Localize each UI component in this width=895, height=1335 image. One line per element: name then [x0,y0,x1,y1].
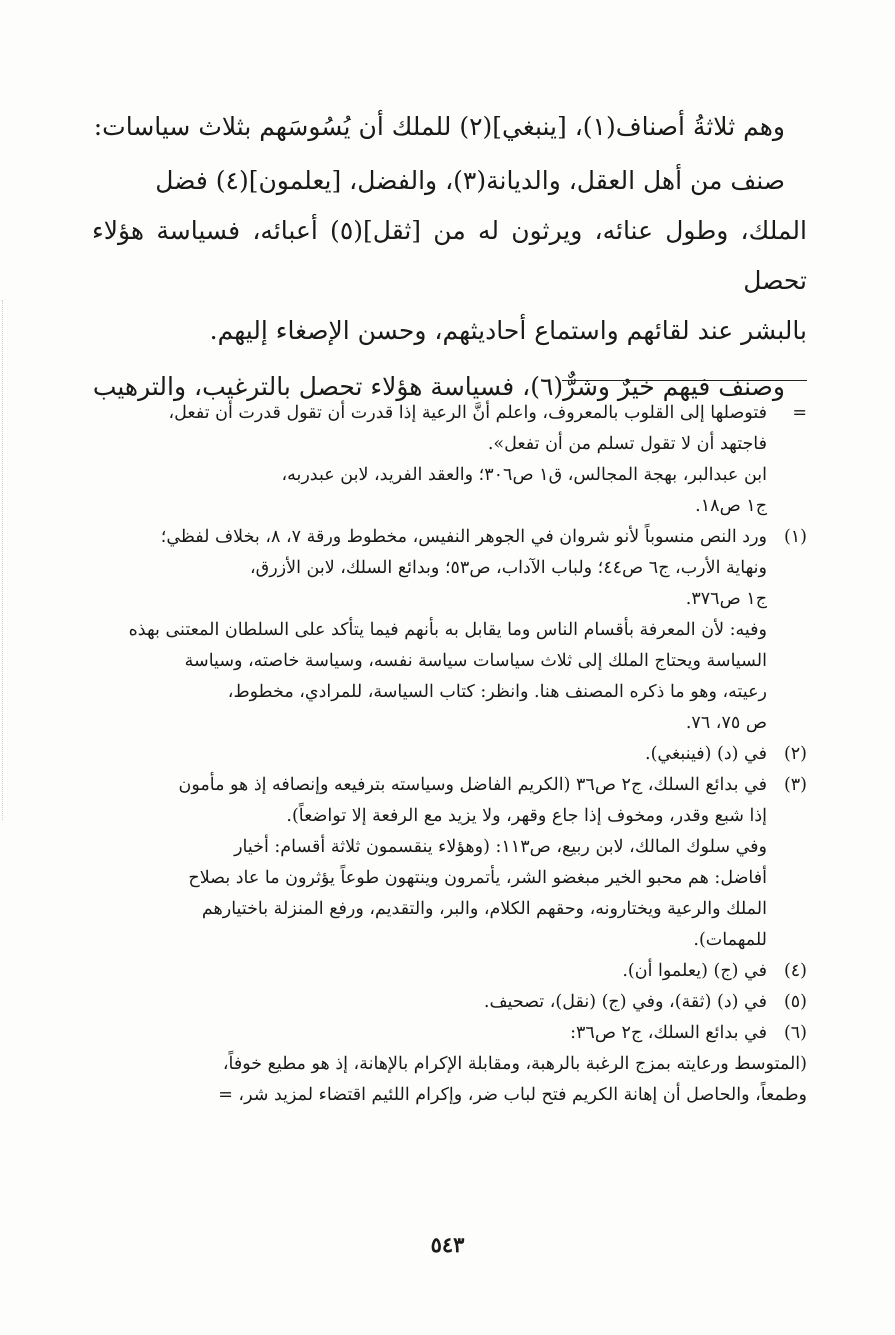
paragraph-2-line-2: الملك، وطول عنائه، ويرثون له من [ثقل](٥) أعبائه، فسياسة هؤلاء تحصل [92,216,807,295]
footnote-line: الملك والرعية ويختارونه، وحقهم الكلام، والبر، والتقديم، ورفع المنزلة باختيارهم [201,899,767,919]
page-number: ٥٤٣ [430,1232,465,1257]
footnote-line: للمهمات). [693,930,767,950]
footnote-marker: (٦) [783,1023,807,1043]
footnotes [90,398,807,1111]
paragraph-2-line-1: صنف من أهل العقل، والديانة(٣)، والفضل، [يعلمون](٤) فضل [155,166,785,195]
footnote-5 [90,987,807,1018]
footnote-line: السياسة ويحتاج الملك إلى ثلاث سياسات سياسة نفسه، وسياسة خاصته، وسياسة [184,651,767,671]
paragraph-3: وصنف فيهم خيرٌ وشرٌّ(٦)، فسياسة هؤلاء تحصل بالترغيب، والترهيب [92,372,785,401]
footnote-line: (المتوسط ورعايته بمزج الرغبة بالرهبة، ومقابلة الإكرام بالإهانة، إذ هو مطيع خوفاً، [222,1054,807,1074]
footnote-marker: (٤) [783,961,807,981]
footnote-line: رعيته، وهو ما ذكره المصنف هنا. وانظر: كتاب السياسة، للمرادي، مخطوط، [227,682,767,702]
footnote-line: في (د) (فينبغي). [645,744,767,764]
footnote-line: فاجتهد أن لا تقول تسلم من أن تفعل». [487,434,767,454]
footnote-line: في بدائع السلك، ج٢ ص٣٦ (الكريم الفاضل وسياسته بترفيعه وإنصافه إذ هو مأمون [178,775,767,795]
footnote-continued [90,398,807,460]
footnote-line: وطمعاً، والحاصل أن إهانة الكريم فتح لباب ضر، وإكرام اللئيم اقتضاء لمزيد شر، = [218,1085,807,1105]
footnote-line: وفي سلوك المالك، لابن ربيع، ص١١٣: (وهؤلاء ينقسمون ثلاثة أقسام: أخيار [234,837,767,857]
footnote-source [90,460,807,522]
footnote-1-continued [90,615,807,739]
footnote-3 [90,770,807,832]
footnote-line: في بدائع السلك، ج٢ ص٣٦: [570,1023,767,1043]
footnote-marker: (١) [783,527,807,547]
footnote-marker: (٣) [783,775,807,795]
footnote-line: في (ج) (يعلموا أن). [622,961,767,981]
footnote-1 [90,522,807,615]
footnote-separator [562,380,807,381]
footnote-3-continued [90,832,807,956]
binding-margin-mark [2,300,4,820]
footnote-line: ج١ ص١٨. [695,496,767,516]
footnote-line: وفيه: لأن المعرفة بأقسام الناس وما يقابل به بأنهم فيما يتأكد على السلطان المعتنى بهذه [128,620,767,640]
footnote-line: أفاضل: هم محبو الخير مبغضو الشر، يأتمرون وينتهون طوعاً يؤثرون ما عاد بصلاح [188,868,767,888]
footnote-marker: (٢) [783,744,807,764]
footnote-line: فتوصلها إلى القلوب بالمعروف، واعلم أنَّ الرعية إذا قدرت أن تقول قدرت أن تفعل، [168,403,767,423]
footnote-6-continued [90,1049,807,1111]
footnote-4 [90,956,807,987]
footnote-line: ص ٧٥، ٧٦. [685,713,767,733]
footnote-6 [90,1018,807,1049]
footnote-line: ج١ ص٣٧٦. [685,589,767,609]
footnote-line: إذا شبع وقدر، ومخوف إذا جاع وقهر، ولا يزيد مع الرفعة إلا تواضعاً). [286,806,767,826]
footnote-marker: = [792,403,807,423]
footnote-line: في (د) (ثقة)، وفي (ج) (نقل)، تصحيف. [483,992,767,1012]
footnote-2 [90,739,807,770]
footnote-line: ابن عبدالبر، بهجة المجالس، ق١ ص٣٠٦؛ والعقد الفريد، لابن عبدربه، [281,465,767,485]
footnote-line: ونهاية الأرب، ج٦ ص٤٤؛ ولباب الآداب، ص٥٣؛ وبدائع السلك، لابن الأزرق، [250,558,767,578]
paragraph-2-line-3: بالبشر عند لقائهم واستماع أحاديثهم، وحسن الإصغاء إليهم. [209,316,807,345]
paragraph-1: وهم ثلاثةُ أصناف(١)، [ينبغي](٢) للملك أن يُسُوسَهم بثلاث سياسات: [93,112,785,141]
footnote-line: ورد النص منسوباً لأنو شروان في الجوهر النفيس، مخطوط ورقة ٧، ٨، بخلاف لفظي؛ [160,527,767,547]
footnote-marker: (٥) [783,992,807,1012]
main-text [92,102,807,412]
